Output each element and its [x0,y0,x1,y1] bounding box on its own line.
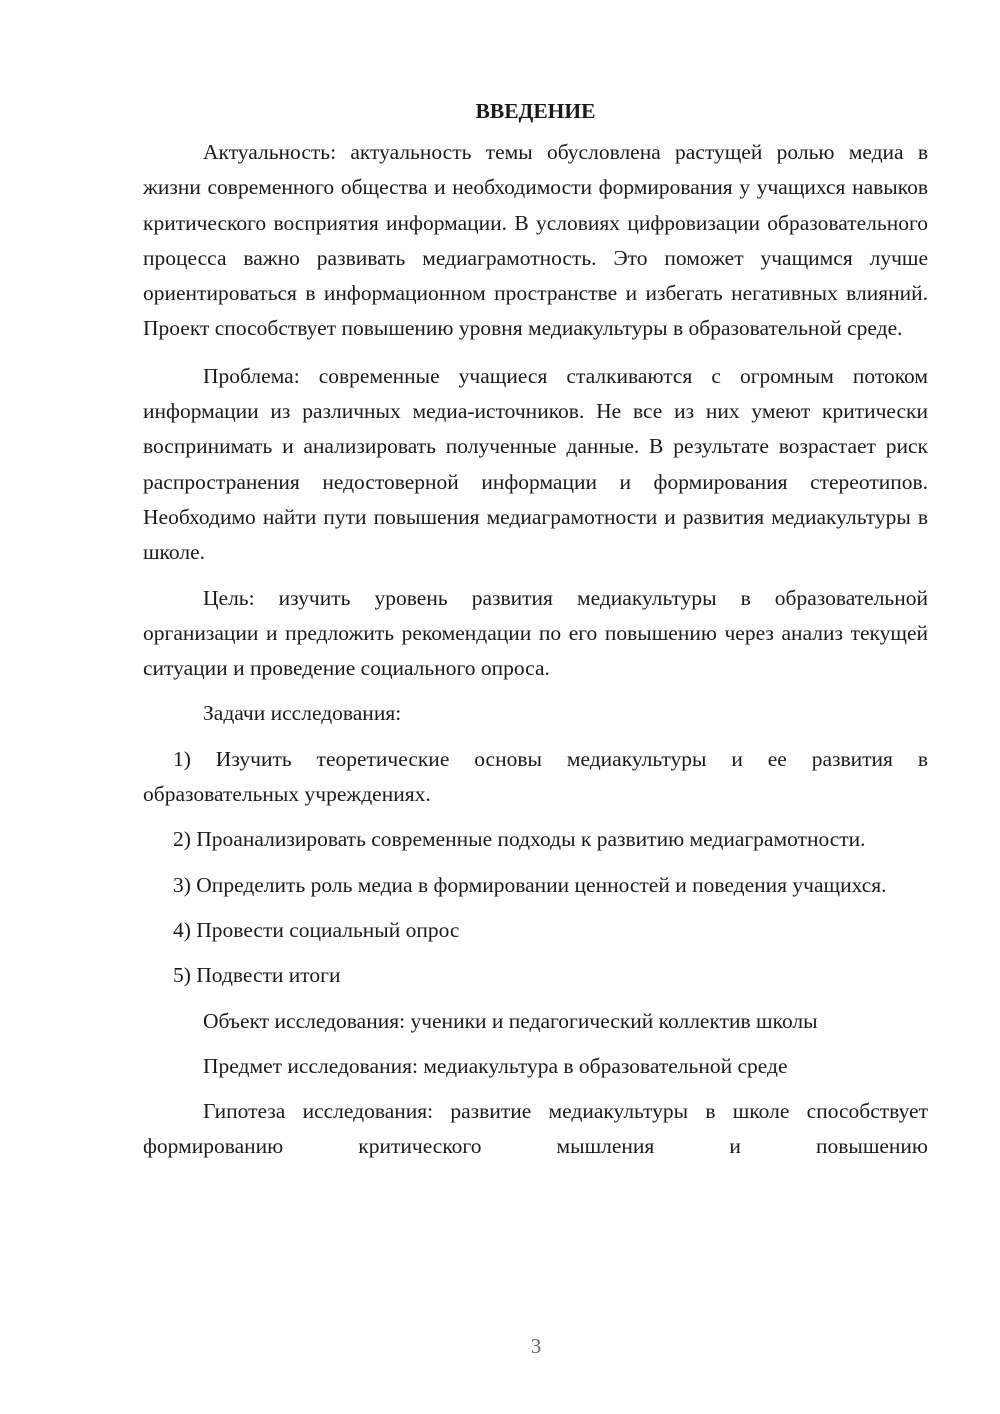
goal-paragraph: Цель: изучить уровень развития медиакультуры в образовательной организации и предложить рекомендации по его повышению через анализ текущей ситуации и проведение социального опроса. [143,585,928,681]
relevance-paragraph: Актуальность: актуальность темы обусловлена растущей ролью медиа в жизни современного общества и необходимости формирования у учащихся навыков критического восприятия информации. В условиях цифровизации образовательного процесса важно развивать медиаграмотность. Это поможет учащимся лучше ориентироваться в информационном пространстве и избегать негативных влияний. Проект способствует повышению уровня медиакультуры в образовательной среде. [143,140,928,341]
task-item-1: 1) Изучить теоретические основы медиакультуры и ее развития в образовательных учреждениях. [143,746,928,807]
page-content [143,96,928,1165]
task-item-2: 2) Проанализировать современные подходы к развитию медиаграмотности. [173,827,866,852]
research-object: Объект исследования: ученики и педагогический коллектив школы [203,1008,818,1033]
research-hypothesis: Гипотеза исследования: развитие медиакультуры в школе способствует формированию критического мышления и повышению [143,1099,928,1159]
tasks-heading: Задачи исследования: [203,701,402,726]
section-title: ВВЕДЕНИЕ [475,99,596,123]
problem-paragraph: Проблема: современные учащиеся сталкиваются с огромным потоком информации из различных медиа-источников. Не все из них умеют критически воспринимать и анализировать полученные данные. В результате возрастает риск распространения недостоверной информации и формирования стереотипов. Необходимо найти пути повышения медиаграмотности и развития медиакультуры в школе. [143,363,928,565]
page-number: 3 [530,1334,542,1358]
task-item-3: 3) Определить роль медиа в формировании ценностей и поведения учащихся. [173,872,887,897]
task-item-4: 4) Провести социальный опрос [173,917,460,942]
task-item-5: 5) Подвести итоги [173,963,341,988]
research-subject: Предмет исследования: медиакультура в образовательной среде [203,1053,788,1078]
